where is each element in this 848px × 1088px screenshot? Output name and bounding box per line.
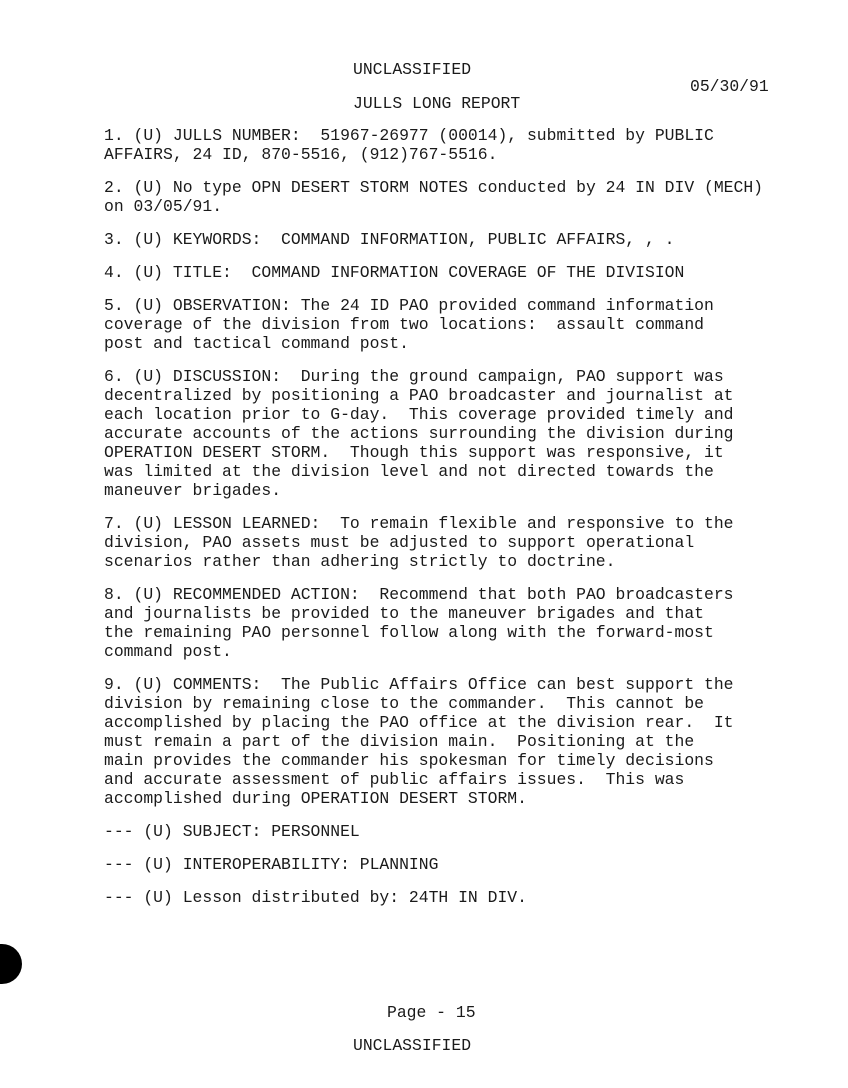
report-date: 05/30/91 <box>690 77 769 96</box>
paragraph-distribution: --- (U) Lesson distributed by: 24TH IN DIV. <box>104 888 527 907</box>
paragraph-discussion: 6. (U) DISCUSSION: During the ground campaign, PAO support was decentralized by positioning a PAO broadcaster and journalist at each location prior to G-day. This coverage provided timely and accurate accounts of the actions surrounding the division during OPERATION DESERT STORM. Though this support was responsive, it was limited at the division level and not directed towards the maneuver brigades. <box>104 367 734 500</box>
report-title: JULLS LONG REPORT <box>353 94 521 113</box>
hole-punch-mark <box>0 944 22 984</box>
footer-classification: UNCLASSIFIED <box>353 1036 472 1055</box>
paragraph-title: 4. (U) TITLE: COMMAND INFORMATION COVERAGE OF THE DIVISION <box>104 263 685 282</box>
report-body <box>104 126 804 921</box>
paragraph-subject: --- (U) SUBJECT: PERSONNEL <box>104 822 360 841</box>
page-number: Page - 15 <box>387 1003 476 1022</box>
paragraph-observation: 5. (U) OBSERVATION: The 24 ID PAO provided command information coverage of the division from two locations: assault command post and tactical command post. <box>104 296 714 353</box>
paragraph-recommended-action: 8. (U) RECOMMENDED ACTION: Recommend that both PAO broadcasters and journalists be provided to the maneuver brigades and that the remaining PAO personnel follow along with the forward-most command post. <box>104 585 734 661</box>
paragraph-type: 2. (U) No type OPN DESERT STORM NOTES conducted by 24 IN DIV (MECH) on 03/05/91. <box>104 178 764 216</box>
paragraph-comments: 9. (U) COMMENTS: The Public Affairs Office can best support the division by remaining close to the commander. This cannot be accomplished by placing the PAO office at the division rear. It must remain a part of the division main. Positioning at the main provides the commander his spokesman for timely decisions and accurate assessment of public affairs issues. This was accomplished during OPERATION DESERT STORM. <box>104 675 734 808</box>
paragraph-julls-number: 1. (U) JULLS NUMBER: 51967-26977 (00014), submitted by PUBLIC AFFAIRS, 24 ID, 870-5516, (912)767-5516. <box>104 126 714 164</box>
header-classification: UNCLASSIFIED <box>353 60 472 79</box>
paragraph-keywords: 3. (U) KEYWORDS: COMMAND INFORMATION, PUBLIC AFFAIRS, , . <box>104 230 675 249</box>
paragraph-lesson-learned: 7. (U) LESSON LEARNED: To remain flexible and responsive to the division, PAO assets must be adjusted to support operational scenarios rather than adhering strictly to doctrine. <box>104 514 734 571</box>
paragraph-interoperability: --- (U) INTEROPERABILITY: PLANNING <box>104 855 439 874</box>
